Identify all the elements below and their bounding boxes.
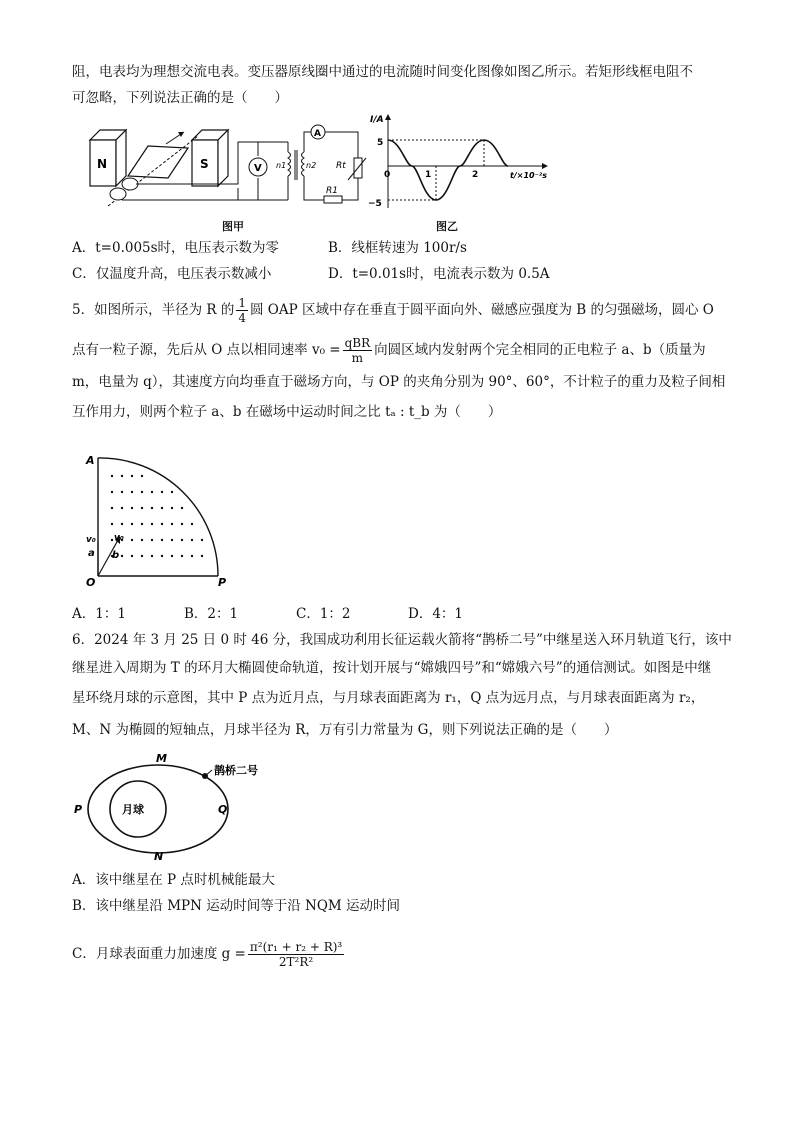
q6-orbit-figure (72, 752, 272, 862)
label-a: a (88, 548, 95, 559)
moon-label: 月球 (122, 803, 144, 816)
q6-stem-line-1: 6．2024 年 3 月 25 日 0 时 46 分，我国成功利用长征运载火箭将“鹊桥二号”中继星送入环月轨道飞行，该中 (72, 632, 732, 648)
q5-figure (84, 448, 234, 588)
field-dot (181, 523, 183, 525)
field-dot (141, 491, 143, 493)
field-dot (161, 523, 163, 525)
field-dot (121, 523, 123, 525)
q4-figure-a (88, 118, 368, 218)
label-N: N (154, 850, 164, 862)
field-dot (111, 475, 113, 477)
q5-stem-line-3: m，电量为 q），其速度方向均垂直于磁场方向，与 OP 的夹角分别为 90°、60°，不计粒子的重力及粒子间相 (72, 374, 726, 390)
origin-label: 0 (384, 170, 391, 180)
field-dot (111, 491, 113, 493)
q5-option-d[interactable]: D．4：1 (408, 606, 464, 622)
satellite-label: 鹊桥二号 (214, 764, 258, 777)
field-dot (131, 555, 133, 557)
label-P: P (218, 576, 227, 588)
field-dot (171, 491, 173, 493)
label-P-orbit: P (74, 803, 83, 816)
velocity-fraction: $\frac{\text{qBR}}{m}$ (344, 336, 371, 365)
field-dot (141, 539, 143, 541)
q5-option-b[interactable]: B．2：1 (184, 606, 239, 622)
label-Q: Q (218, 803, 228, 816)
q4-stem-line-2: 可忽略，下列说法正确的是（ ） (72, 90, 288, 106)
label-M: M (156, 752, 167, 765)
field-dot (141, 475, 143, 477)
field-dot (131, 523, 133, 525)
q5-stem-line-2: 点有一粒子源，先后从 O 点以相同速率 v₀ = $\frac{\text{qBR}}{m}$ 向圆区域内发射两个完全相同的正电粒子 a、b（质量为 (72, 336, 706, 365)
q6-option-a[interactable]: A．该中继星在 P 点时机械能最大 (72, 872, 275, 888)
field-dot (121, 491, 123, 493)
field-dot (171, 539, 173, 541)
q4-stem-line-1: 阻，电表均为理想交流电表。变压器原线圈中通过的电流随时间变化图像如图乙所示。若矩形线框电阻不 (72, 64, 693, 80)
q5-option-a[interactable]: A．1：1 (72, 606, 126, 622)
field-dot (151, 491, 153, 493)
field-dot (151, 523, 153, 525)
q6-option-c[interactable]: C．月球表面重力加速度 g = $\frac{\text{π²(r₁ + r₂ + R)³}}{\text{2T²R²}}$ (72, 940, 343, 969)
field-dot (171, 507, 173, 509)
label-b: b (112, 550, 120, 561)
n1-label: n1 (276, 161, 287, 170)
field-dot (181, 555, 183, 557)
field-dot (201, 555, 203, 557)
label-v0-a: v₀ (86, 535, 96, 545)
label-O: O (86, 576, 96, 588)
quarter-fraction: $\frac{1}{4}$ (238, 296, 246, 325)
field-dot (171, 523, 173, 525)
q5-stem-line-1: 5．如图所示，半径为 R 的 $\frac{1}{4}$ 圆 OAP 区域中存在垂直于圆平面向外、磁感应强度为 B 的匀强磁场，圆心 O (72, 296, 714, 325)
r1-label: R1 (326, 186, 338, 196)
field-dot (141, 555, 143, 557)
field-dot (131, 507, 133, 509)
q6-stem-line-4: M、N 为椭圆的短轴点，月球半径为 R，万有引力常量为 G，则下列说法正确的是（ ） (72, 722, 618, 738)
y-min-label: −5 (368, 199, 382, 209)
q6-stem-line-3: 星环绕月球的示意图，其中 P 点为近月点，与月球表面距离为 r₁，Q 点为远月点，与月球表面距离为 r₂， (72, 690, 705, 706)
field-dot (151, 539, 153, 541)
voltmeter-label: V (254, 163, 262, 174)
field-dot (141, 507, 143, 509)
field-dot (131, 539, 133, 541)
field-dot (161, 507, 163, 509)
ammeter-label: A (314, 129, 321, 139)
field-dot (181, 539, 183, 541)
q5-stem-line-4: 互作用力，则两个粒子 a、b 在磁场中运动时间之比 tₐ : t_b 为（ ） (72, 404, 502, 420)
field-dot (111, 523, 113, 525)
field-dot (181, 507, 183, 509)
q6-option-b[interactable]: B．该中继星沿 MPN 运动时间等于沿 NQM 运动时间 (72, 898, 401, 914)
x1-label: 1 (425, 170, 432, 180)
n-pole-label: N (97, 157, 108, 171)
field-dot (151, 555, 153, 557)
y-max-label: 5 (377, 138, 384, 148)
field-dot (121, 555, 123, 557)
q5-option-c[interactable]: C．1：2 (296, 606, 351, 622)
field-dot (131, 491, 133, 493)
field-dot (121, 475, 123, 477)
label-A: A (86, 454, 95, 467)
field-dot (161, 539, 163, 541)
q6-stem-line-2: 继星进入周期为 T 的环月大椭圆使命轨道，按计划开展与“嫦娥四号”和“嫦娥六号”的通信测试。如图是中继 (72, 660, 712, 676)
field-dot (111, 539, 113, 541)
x2-label: 2 (472, 170, 479, 180)
q4-option-d[interactable]: D．t=0.01s时，电流表示数为 0.5A (328, 266, 550, 282)
x-axis-label: t/×10⁻²s (510, 171, 548, 180)
y-axis-label: I/A (370, 115, 384, 125)
q4-figure-b (364, 112, 560, 214)
n2-label: n2 (306, 161, 317, 170)
field-dot (161, 491, 163, 493)
field-dot (201, 539, 203, 541)
field-dot (191, 523, 193, 525)
q4-option-c[interactable]: C．仅温度升高，电压表示数减小 (72, 266, 272, 282)
field-dot (191, 539, 193, 541)
field-dot (191, 555, 193, 557)
field-dot (141, 523, 143, 525)
s-pole-label: S (200, 157, 209, 171)
field-dot (151, 507, 153, 509)
q4-option-b[interactable]: B．线框转速为 100r/s (328, 240, 467, 256)
figure-b-caption: 图乙 (436, 220, 458, 233)
label-v0-b: v₀ (114, 533, 124, 543)
field-dot (121, 507, 123, 509)
field-dot (161, 555, 163, 557)
figure-a-caption: 图甲 (222, 220, 244, 233)
field-dot (111, 507, 113, 509)
field-dot (131, 475, 133, 477)
field-dot (171, 555, 173, 557)
rt-label: Rt (336, 161, 346, 171)
gravity-fraction: $\frac{\text{π²(r₁ + r₂ + R)³}}{\text{2T²R²}}$ (249, 940, 343, 969)
q4-option-a[interactable]: A．t=0.005s时，电压表示数为零 (72, 240, 280, 256)
